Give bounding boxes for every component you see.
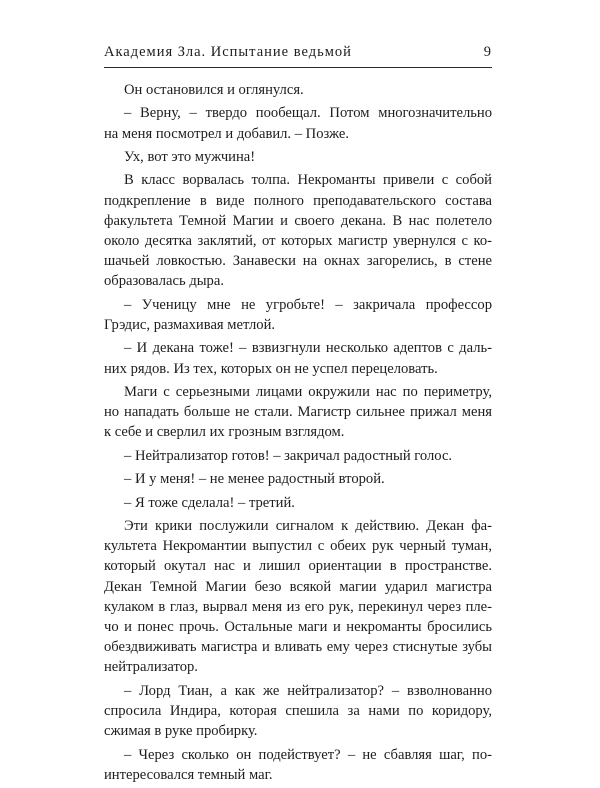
text-line: факультета Темной Магии и своего декана. В нас полетело — [104, 212, 492, 229]
text-line: кулаком в глаз, вырвал меня из его рук, перекинул через пле- — [104, 598, 492, 615]
paragraph — [104, 338, 492, 378]
text-line: В класс ворвалась толпа. Некроманты привели с собой — [124, 172, 492, 189]
text-line: культета Некромантии выпустил с обеих рук черный туман, — [104, 538, 492, 555]
paragraph — [104, 446, 492, 466]
text-line: подкрепление в виде полного преподавательского состава — [104, 192, 492, 209]
text-line: чо и понес прочь. Остальные маги и некроманты бросились — [104, 618, 492, 635]
text-line: около десятка заклятий, от которых магистр увернулся с ко- — [104, 232, 492, 249]
text-line: – И декана тоже! – взвизгнули несколько адептов с даль- — [124, 340, 492, 357]
paragraph — [104, 469, 492, 489]
text-line: который окутал нас и лишил ориентации в пространстве. — [104, 558, 492, 575]
paragraph — [104, 147, 492, 167]
text-line: – И у меня! – не менее радостный второй. — [124, 471, 385, 488]
header-divider — [104, 67, 492, 68]
paragraph — [104, 80, 492, 100]
paragraph — [104, 516, 492, 678]
text-line: Ух, вот это мужчина! — [124, 148, 256, 165]
paragraph — [104, 295, 492, 335]
text-line: – Нейтрализатор готов! – закричал радостный голос. — [124, 447, 453, 464]
paragraph — [104, 103, 492, 143]
text-line: Он остановился и оглянулся. — [124, 82, 304, 98]
text-line: Эти крики послужили сигналом к действию. Декан фа- — [124, 517, 492, 534]
running-header — [104, 44, 492, 61]
text-line: сжимая в руке пробирку. — [104, 723, 258, 740]
text-line: них рядов. Из тех, которых он не успел перецеловать. — [104, 360, 438, 377]
text-line: Грэдис, размахивая метлой. — [104, 316, 276, 333]
text-line: к себе и сверлил их грозным взглядом. — [104, 424, 345, 441]
paragraph — [104, 170, 492, 291]
text-line: Декан Темной Магии безо всякой магии ударил магистра — [104, 578, 492, 595]
body-text — [104, 80, 492, 788]
text-line: на меня посмотрел и добавил. – Позже. — [104, 125, 350, 142]
paragraph — [104, 493, 492, 513]
text-line: – Через сколько он подействует? – не сбавляя шаг, по- — [124, 746, 492, 763]
text-line: – Верну, – твердо пообещал. Потом многозначительно — [124, 105, 492, 122]
text-line: – Ученицу мне не угробьте! – закричала профессор — [124, 296, 492, 313]
text-line: обездвиживать магистра и вливать ему через стиснутые зубы — [104, 639, 492, 656]
text-line: Маги с серьезными лицами окружили нас по периметру, — [124, 383, 492, 400]
text-line: шачьей ловкостью. Занавески на окнах загорелись, в стене — [104, 253, 492, 270]
text-line: – Лорд Тиан, а как же нейтрализатор? – взволнованно — [124, 682, 492, 699]
paragraph — [104, 382, 492, 443]
text-line: образовалась дыра. — [104, 273, 224, 290]
page-number: 9 — [483, 44, 492, 60]
text-line: – Я тоже сделала! – третий. — [124, 494, 295, 511]
paragraph — [104, 681, 492, 742]
text-line: спросила Индира, которая спешила за нами по коридору, — [104, 702, 492, 719]
paragraph — [104, 745, 492, 785]
book-title: Академия Зла. Испытание ведьмой — [104, 44, 352, 60]
text-line: но нападать больше не стали. Магистр сильнее прижал меня — [104, 404, 492, 421]
text-line: интересовался темный маг. — [104, 766, 273, 783]
text-line: нейтрализатор. — [104, 659, 198, 676]
